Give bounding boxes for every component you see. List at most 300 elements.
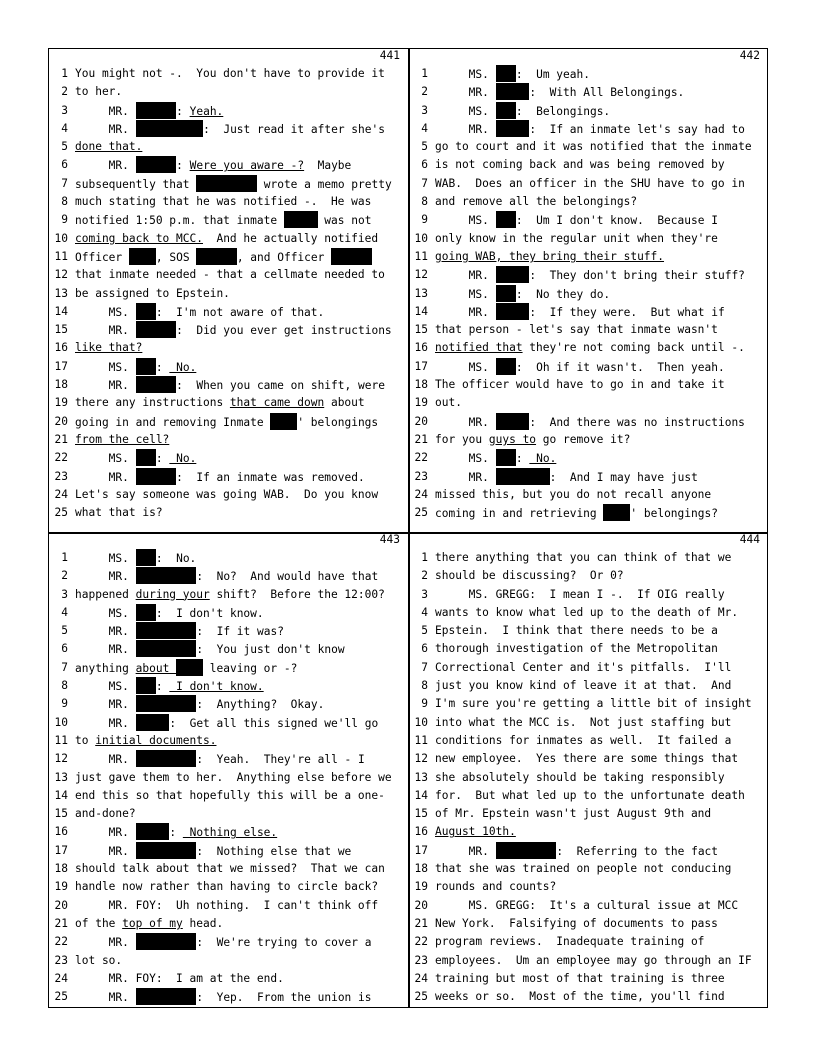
line-number: 19 [54,880,68,894]
line-number: 19 [414,396,428,410]
line-number: 22 [54,935,68,949]
redaction-box [136,156,177,173]
underlined-text: No. [529,452,557,466]
text-segment: MR. [75,991,136,1005]
line-number: 16 [54,341,68,355]
line-text [428,211,768,229]
line-text [68,659,408,677]
underlined-text: done that. [75,140,143,154]
underlined-text: notified that [435,341,523,355]
transcript-lines [408,65,768,522]
text-segment: should talk about that we missed? That we can [75,862,385,876]
line-number: 11 [414,249,428,263]
transcript-line [408,732,768,750]
line-number: 5 [421,140,428,154]
text-segment: wants to know what led up to the death of Mr. [435,605,739,619]
redaction-box [331,248,372,265]
redaction-box [136,321,177,338]
underlined-text: like that? [75,341,143,355]
redaction-box [136,120,204,137]
line-number: 24 [54,971,68,985]
transcript-line [408,65,768,83]
line-number: 9 [61,697,68,711]
text-segment: they're not coming back until -. [522,341,745,355]
line-text [68,504,408,522]
line-text [68,339,408,357]
text-segment: : Just read it after she's [203,122,385,136]
transcript-page-444 [408,532,768,1012]
text-segment: much stating that he was notified -. He was [75,195,372,209]
line-text [428,988,768,1006]
text-segment: for. But what led up to the unfortunate death [435,788,745,802]
underlined-text: No. [169,360,197,374]
redaction-box [136,933,197,950]
transcript-line [48,394,408,412]
transcript-line [408,823,768,841]
line-number: 8 [61,195,68,209]
line-text [68,486,408,504]
text-segment: Maybe [304,159,352,173]
text-segment: You might not -. You don't have to provide it [75,67,385,80]
transcript-line [48,878,408,896]
transcript-line [408,622,768,640]
text-segment: anything [75,661,136,675]
redaction-box [270,413,297,430]
line-number: 3 [61,587,68,601]
transcript-line [48,339,408,357]
line-text [68,750,408,768]
text-segment: : Um yeah. [515,68,590,81]
underlined-text: August 10th. [435,825,516,839]
text-segment: Epstein. I think that there needs to be a [435,624,718,638]
line-text [428,915,768,933]
line-text [68,640,408,658]
line-number: 22 [414,451,428,465]
line-number: 10 [54,231,68,245]
text-segment: leaving or -? [203,661,298,675]
text-segment: MR. FOY: I am at the end. [75,971,284,985]
line-text [428,769,768,787]
transcript-line [408,358,768,376]
transcript-line [48,285,408,303]
text-segment: ' belongings [297,415,379,429]
redaction-box [496,120,530,137]
redaction-box [136,842,197,859]
redaction-box [196,248,237,265]
transcript-line [408,677,768,695]
line-text [68,175,408,193]
transcript-line [408,970,768,988]
line-text [428,695,768,713]
redaction-box [136,750,197,767]
redaction-box [136,303,156,320]
text-segment: employees. Um an employee may go through an IF [435,953,752,967]
redaction-box [136,988,197,1005]
line-number: 13 [414,286,428,300]
text-segment: : Anything? Okay. [196,698,325,712]
transcript-line [48,83,408,101]
line-text [68,431,408,449]
line-number: 3 [61,103,68,117]
text-segment: MR. [75,122,136,136]
line-text [428,321,768,339]
text-segment: MR. [75,324,136,338]
line-text [68,787,408,805]
transcript-line [408,193,768,211]
redaction-box [136,823,170,840]
line-number: 17 [54,843,68,857]
underlined-text: from the cell? [75,432,170,446]
text-segment: into what the MCC is. Not just staffing but [435,715,732,729]
line-number: 4 [61,605,68,619]
text-segment: Correctional Center and it's pitfalls. I'll [435,660,732,674]
text-segment: is not coming back and was being removed by [435,158,725,172]
line-text [68,285,408,303]
text-segment: : No they do. [515,287,611,301]
transcript-line [408,659,768,677]
text-segment: MS. [75,360,136,374]
line-text [428,952,768,970]
underlined-text: top of my [122,916,183,930]
text-segment: : No? And would have that [196,570,379,584]
line-text [428,285,768,303]
line-number: 21 [54,432,68,446]
page-number: 441 [379,49,400,62]
text-segment: MR. [75,753,136,767]
text-segment: of Mr. Epstein wasn't just August 9th and [435,807,712,821]
text-segment: out. [435,396,462,410]
transcript-line [48,988,408,1006]
line-text [68,449,408,467]
transcript-line [408,339,768,357]
text-segment: : Did you ever get instructions [176,324,392,338]
page-number: 442 [739,49,760,62]
redaction-box [496,413,530,430]
line-number: 25 [54,506,68,520]
text-segment: The officer would have to go in and take it [435,378,725,392]
text-segment: thorough investigation of the Metropolitan [435,642,718,656]
text-segment: subsequently that [75,177,197,191]
line-text [428,750,768,768]
line-number: 4 [421,121,428,135]
transcript-line [408,842,768,860]
line-number: 12 [414,752,428,766]
line-text [428,622,768,640]
line-text [68,549,408,567]
transcript-lines [48,65,408,522]
line-text [428,339,768,357]
line-number: 16 [414,341,428,355]
line-number: 20 [414,414,428,428]
line-text [428,266,768,284]
transcript-line [408,915,768,933]
transcript-line [408,787,768,805]
line-number: 20 [414,898,428,912]
line-number: 21 [414,432,428,446]
redaction-box [136,677,156,694]
transcript-line [48,102,408,120]
line-text [68,567,408,585]
transcript-line [48,823,408,841]
text-segment: happened [75,587,136,601]
text-segment: MR. [75,716,136,730]
line-text [68,193,408,211]
line-number: 10 [414,231,428,245]
transcript-line [48,952,408,970]
line-number: 8 [421,679,428,693]
transcript-line [48,549,408,567]
text-segment: : If it was? [196,625,284,639]
redaction-box [136,714,170,731]
text-segment: MR. [435,86,496,100]
line-number: 2 [61,569,68,583]
text-segment: MS. [435,68,496,81]
redaction-box [496,449,516,466]
redaction-box [603,504,630,521]
line-text [428,504,768,522]
line-text [428,787,768,805]
line-text [428,138,768,156]
transcript-line [48,504,408,522]
transcript-line [408,860,768,878]
text-segment: she absolutely should be taking responsibly [435,770,725,784]
text-segment: MR. [75,379,136,393]
transcript-line [48,449,408,467]
transcript-line [408,248,768,266]
transcript-line [408,156,768,174]
text-segment: going in and removing Inmate [75,415,271,429]
transcript-line [408,549,768,567]
line-number: 25 [414,506,428,520]
line-number: 23 [54,469,68,483]
line-text [68,988,408,1006]
line-text [68,394,408,412]
line-number: 4 [61,121,68,135]
text-segment: And he actually notified [202,231,379,245]
line-text [68,266,408,284]
line-text [428,175,768,193]
line-number: 1 [61,67,68,80]
line-text [428,604,768,622]
redaction-box [136,449,156,466]
text-segment: : [155,680,170,694]
transcript-line [48,468,408,486]
line-number: 21 [54,916,68,930]
text-segment: : When you came on shift, were [176,379,385,393]
transcript-line [408,933,768,951]
transcript-line [48,321,408,339]
redaction-box [496,102,516,119]
line-text [428,413,768,431]
line-text [428,860,768,878]
line-number: 7 [421,660,428,674]
text-segment: I'm sure you're getting a little bit of insight [435,697,752,711]
line-number: 10 [54,715,68,729]
transcript-line [48,486,408,504]
transcript-lines [48,549,408,1006]
text-segment: to [75,733,96,747]
text-segment: MS. [75,452,136,466]
text-segment: : Get all this signed we'll go [169,716,379,730]
text-segment: : Oh if it wasn't. Then yeah. [515,360,725,374]
transcript-lines [408,549,768,1006]
text-segment: that person - let's say that inmate wasn't [435,323,718,337]
line-text [68,823,408,841]
transcript-line [48,358,408,376]
text-segment: MS. [75,305,136,319]
transcript-line [408,230,768,248]
line-text [428,933,768,951]
redaction-box [136,640,197,657]
text-segment: that she was trained on people not conducing [435,862,732,876]
underlined-text: guys to [488,432,537,446]
transcript-line [48,714,408,732]
text-segment: and remove all the belongings? [435,195,638,209]
text-segment: lot so. [75,953,123,967]
transcript-line [408,120,768,138]
redaction-box [136,358,156,375]
transcript-line [48,65,408,83]
transcript-line [408,567,768,585]
line-text [428,102,768,120]
text-segment: MR. [435,470,496,484]
text-segment: MR. [75,159,136,173]
transcript-line [408,952,768,970]
line-text [428,549,768,567]
line-number: 5 [61,624,68,638]
text-segment: program reviews. Inadequate training of [435,935,705,949]
line-number: 18 [54,378,68,392]
line-number: 19 [414,880,428,894]
text-segment: end this so that hopefully this will be a one- [75,788,385,802]
redaction-box [496,303,530,320]
line-text [428,449,768,467]
line-text [68,413,408,431]
redaction-box [136,549,156,566]
line-text [428,567,768,585]
line-text [68,65,408,83]
line-text [428,394,768,412]
transcript-line [408,714,768,732]
text-segment: , SOS [155,250,197,264]
line-text [428,248,768,266]
text-segment: only know in the regular unit when they're [435,231,718,245]
text-segment: : If an inmate was removed. [176,470,365,484]
text-segment: MS. [75,552,136,565]
underlined-text: during your [135,587,210,601]
transcript-page-443 [48,532,408,1012]
line-number: 13 [54,286,68,300]
redaction-box [496,842,557,859]
transcript-line [408,303,768,321]
text-segment: weeks or so. Most of the time, you'll find [435,990,725,1004]
transcript-line [48,266,408,284]
line-number: 4 [421,605,428,619]
text-segment: MR. [435,269,496,283]
line-number: 19 [54,396,68,410]
transcript-line [48,248,408,266]
underlined-text: I don't know. [169,680,264,694]
transcript-line [48,120,408,138]
text-segment: MR. [75,826,136,840]
line-number: 2 [421,569,428,583]
line-text [428,878,768,896]
transcript-line [48,787,408,805]
page-number: 444 [739,533,760,546]
redaction-box [496,211,516,228]
text-segment: wrote a memo pretty [257,177,392,191]
text-segment: handle now rather than having to circle back? [75,880,379,894]
transcript-line [48,897,408,915]
transcript-line [48,750,408,768]
text-segment: about [324,396,365,410]
line-text [68,321,408,339]
line-number: 12 [414,268,428,282]
transcript-line [408,211,768,229]
line-number: 15 [54,323,68,337]
line-text [428,659,768,677]
transcript-line [408,586,768,604]
transcript-line [48,567,408,585]
transcript-line [408,138,768,156]
transcript-line [48,933,408,951]
line-number: 11 [414,733,428,747]
line-number: 18 [54,862,68,876]
text-segment: of the [75,916,123,930]
line-number: 14 [414,788,428,802]
redaction-box [129,248,156,265]
text-segment: : With All Belongings. [529,86,685,100]
line-text [68,970,408,988]
transcript-line [48,970,408,988]
line-number: 15 [54,807,68,821]
transcript-line [408,376,768,394]
transcript-line [408,266,768,284]
line-text [68,878,408,896]
line-text [428,230,768,248]
redaction-box [136,376,177,393]
transcript-line [408,604,768,622]
line-number: 1 [61,551,68,564]
transcript-page-441 [48,48,408,528]
text-segment: head. [182,916,224,930]
line-text [428,303,768,321]
line-number: 13 [54,770,68,784]
line-number: 20 [54,898,68,912]
line-text [428,640,768,658]
text-segment: : No. [155,552,197,565]
line-number: 23 [414,469,428,483]
text-segment: MS. [435,452,496,466]
text-segment: Let's say someone was going WAB. Do you know [75,487,379,501]
line-number: 2 [61,85,68,99]
transcript-line [408,83,768,101]
text-segment: : Um I don't know. Because I [515,214,718,228]
transcript-line [48,732,408,750]
text-segment: : They don't bring their stuff? [529,269,745,283]
line-number: 1 [421,67,428,80]
line-text [428,358,768,376]
text-segment: MR. [75,698,136,712]
line-text [68,303,408,321]
text-segment: notified 1:50 p.m. that inmate [75,214,284,228]
line-text [68,156,408,174]
line-text [428,732,768,750]
line-number: 6 [421,158,428,172]
line-number: 2 [421,85,428,99]
text-segment: : If an inmate let's say had to [529,122,745,136]
transcript-line [48,156,408,174]
